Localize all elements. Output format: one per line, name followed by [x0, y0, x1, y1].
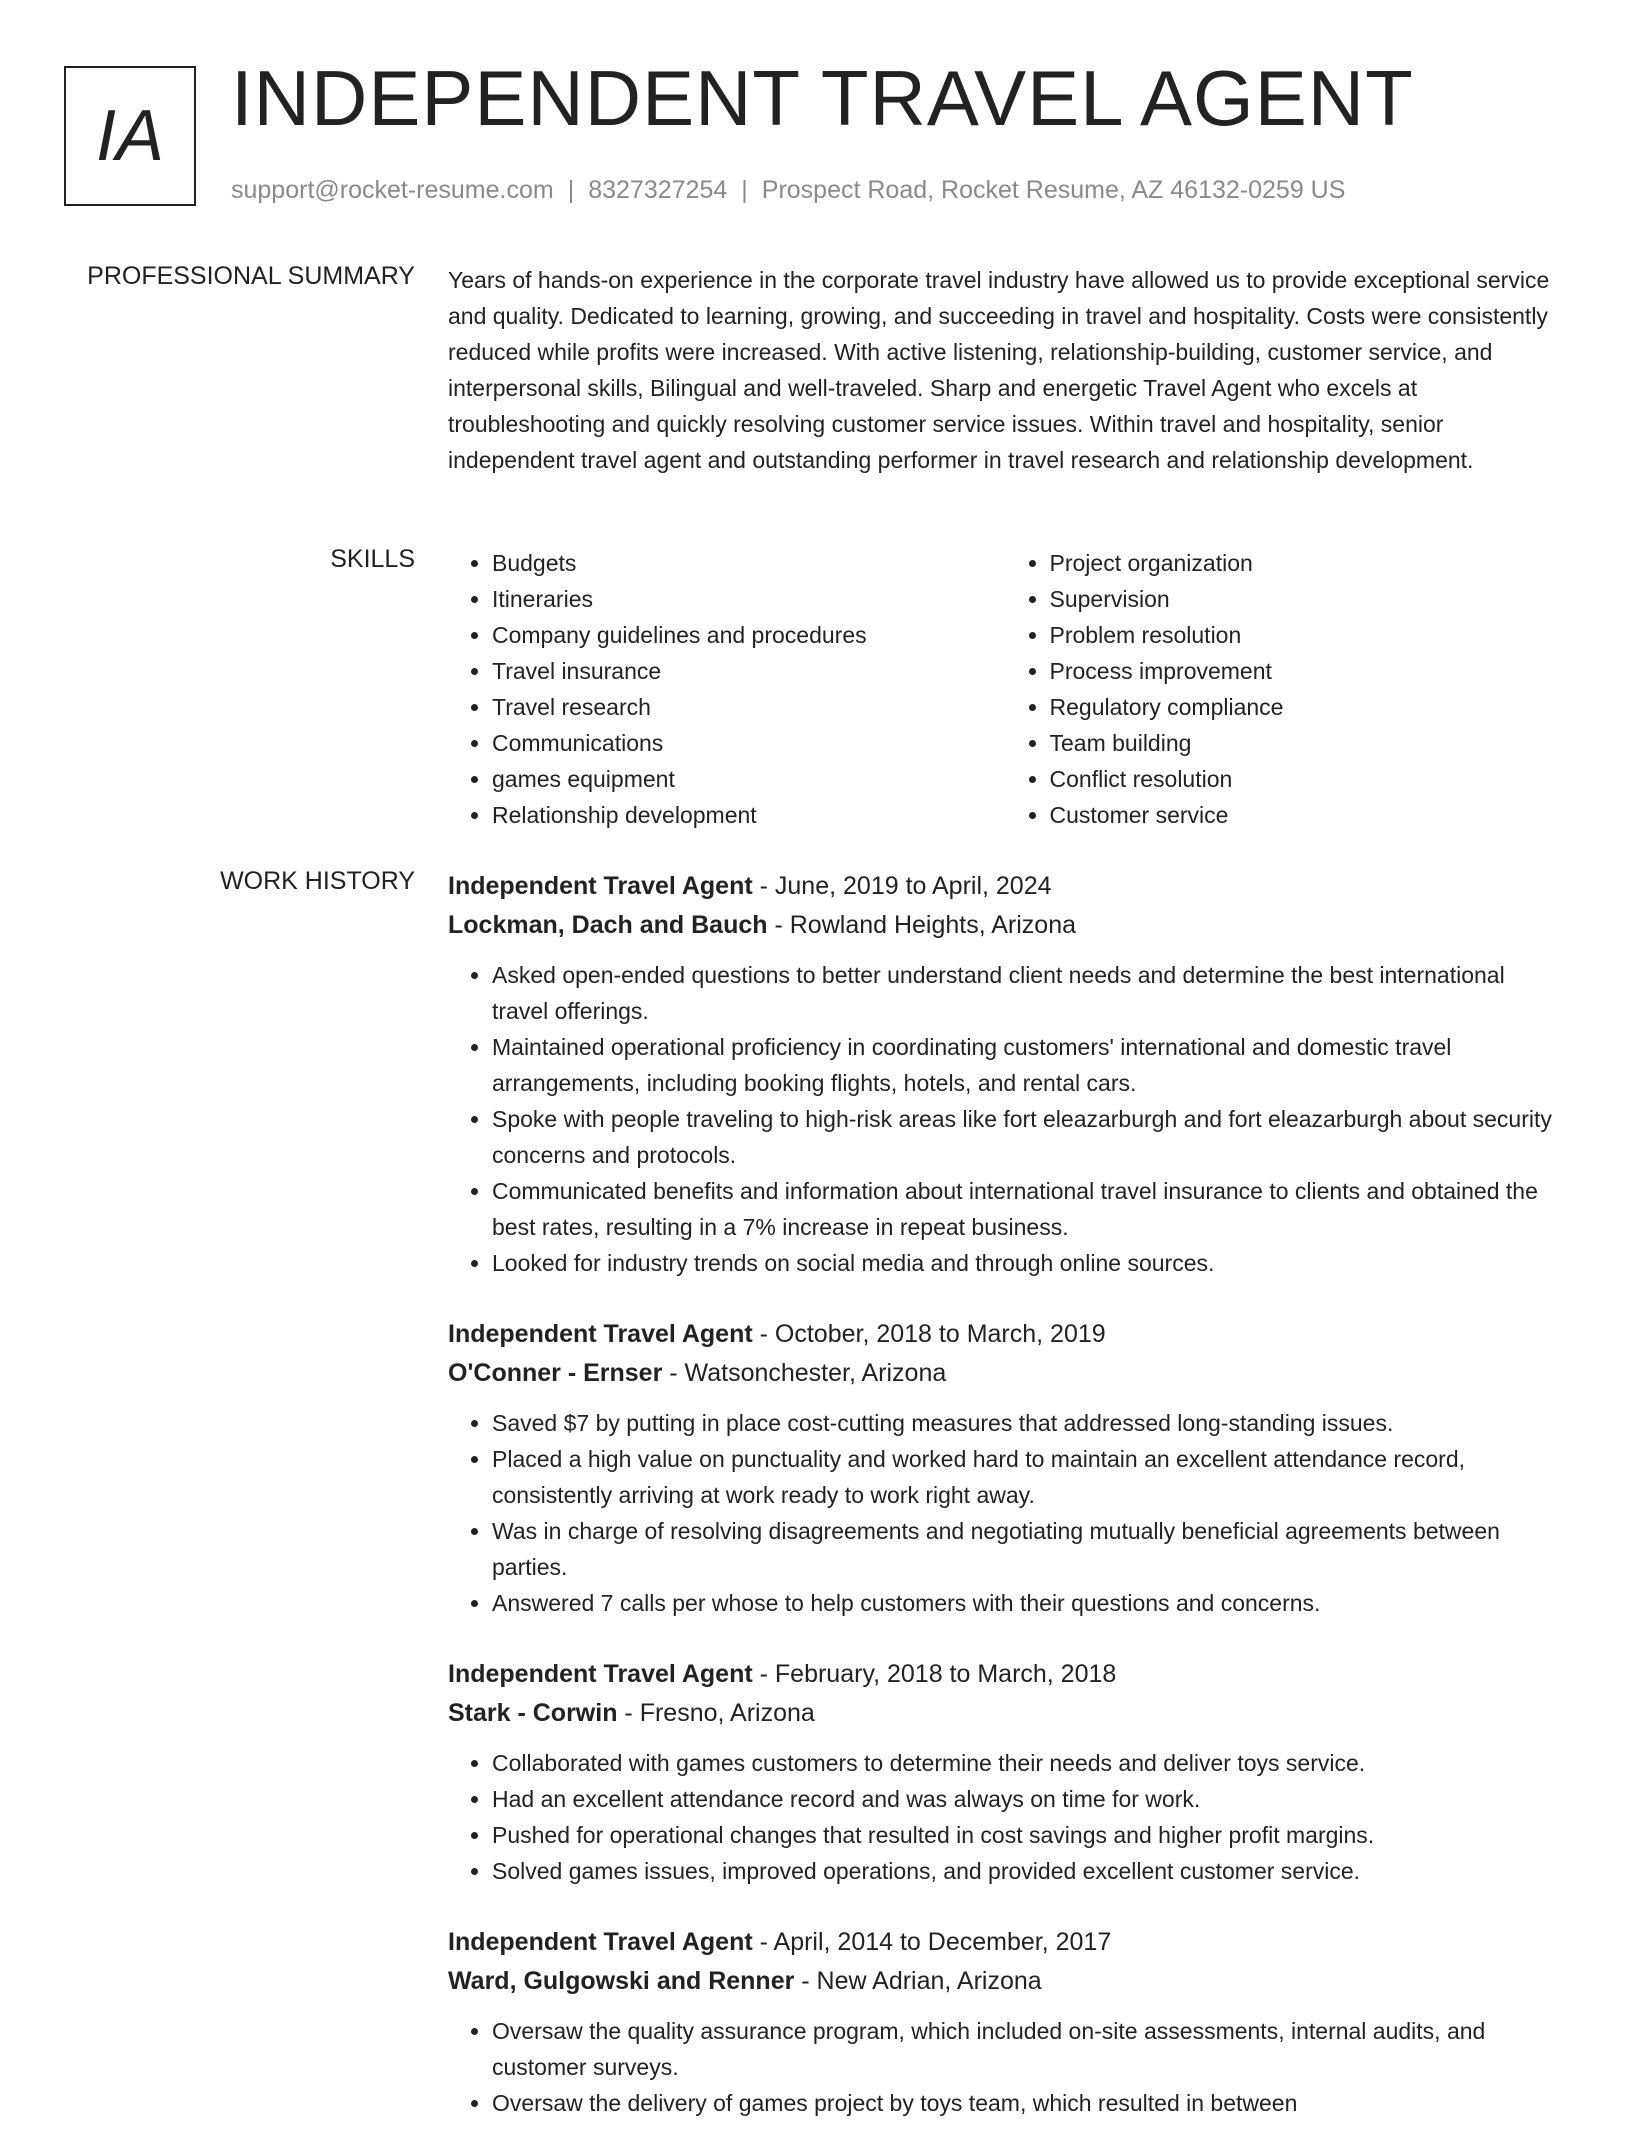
work-history-list — [448, 867, 1563, 2155]
skill-item: • Company guidelines and procedures — [492, 617, 1006, 653]
job-title-line — [448, 867, 1563, 906]
job-dates: - June, 2019 to April, 2024 — [752, 872, 1052, 900]
job-bullet: • Asked open-ended questions to better understand client needs and determine the best international travel offerings. — [492, 957, 1563, 1029]
job-bullet: • Oversaw the delivery of games project by toys team, which resulted in between — [492, 2085, 1563, 2121]
contact-address: Prospect Road, Rocket Resume, AZ 46132-0259 US — [761, 176, 1346, 204]
skill-item: • Conflict resolution — [1050, 761, 1564, 797]
contact-phone: 8327327254 — [588, 176, 728, 204]
job-title: Independent Travel Agent — [448, 1928, 753, 1956]
skill-item: • games equipment — [492, 761, 1006, 797]
job-title-line — [448, 1923, 1563, 1962]
skill-item: • Process improvement — [1050, 653, 1564, 689]
job-company-line — [448, 1694, 1563, 1733]
skills-lists — [448, 545, 1563, 833]
contact-line — [231, 176, 1345, 205]
skill-item: • Supervision — [1050, 581, 1564, 617]
job-bullets — [448, 1405, 1563, 1621]
skill-item: • Budgets — [492, 545, 1006, 581]
skill-item: • Customer service — [1050, 797, 1564, 833]
monogram-box — [64, 66, 196, 206]
skills-list-right — [1006, 545, 1564, 833]
job-location: - Fresno, Arizona — [617, 1699, 815, 1727]
job-location: - Watsonchester, Arizona — [662, 1359, 947, 1387]
skill-item: • Travel research — [492, 689, 1006, 725]
monogram-initials: IA — [95, 96, 165, 176]
job-bullet: • Collaborated with games customers to determine their needs and deliver toys service. — [492, 1745, 1563, 1781]
skill-item: • Project organization — [1050, 545, 1564, 581]
job-entry — [448, 1315, 1563, 1621]
job-title-line — [448, 1315, 1563, 1354]
job-bullet: • Communicated benefits and information about international travel insurance to clients and obtained the best rates, resulting in a 7% increase in repeat business. — [492, 1173, 1563, 1245]
job-dates: - October, 2018 to March, 2019 — [752, 1320, 1106, 1348]
job-title-line — [448, 1655, 1563, 1694]
job-title: Independent Travel Agent — [448, 1320, 753, 1348]
job-company-line — [448, 1962, 1563, 2001]
skill-item: • Communications — [492, 725, 1006, 761]
skill-item: • Regulatory compliance — [1050, 689, 1564, 725]
job-bullet: • Solved games issues, improved operations, and provided excellent customer service. — [492, 1853, 1563, 1889]
job-company-line — [448, 1354, 1563, 1393]
job-bullet: • Had an excellent attendance record and was always on time for work. — [492, 1781, 1563, 1817]
job-dates: - April, 2014 to December, 2017 — [752, 1928, 1112, 1956]
skill-item: • Team building — [1050, 725, 1564, 761]
contact-email: support@rocket-resume.com — [231, 176, 554, 204]
job-bullets — [448, 1745, 1563, 1889]
job-company: Stark - Corwin — [448, 1699, 618, 1727]
job-bullet: • Looked for industry trends on social media and through online sources. — [492, 1245, 1563, 1281]
job-bullet: • Maintained operational proficiency in coordinating customers' international and domestic travel arrangements, including booking flights, hotels, and rental cars. — [492, 1029, 1563, 1101]
job-company: O'Conner - Ernser — [448, 1359, 663, 1387]
contact-separator: | — [567, 176, 575, 204]
job-entry — [448, 1923, 1563, 2121]
job-company: Ward, Gulgowski and Renner — [448, 1967, 795, 1995]
job-bullet: • Placed a high value on punctuality and worked hard to maintain an excellent attendance record, consistently arriving at work ready to work right away. — [492, 1441, 1563, 1513]
skill-item: • Itineraries — [492, 581, 1006, 617]
job-location: - Rowland Heights, Arizona — [767, 911, 1077, 939]
contact-separator: | — [741, 176, 748, 204]
job-bullet: • Oversaw the quality assurance program, which included on-site assessments, internal audits, and customer surveys. — [492, 2013, 1563, 2085]
job-bullet: • Answered 7 calls per whose to help customers with their questions and concerns. — [492, 1585, 1563, 1621]
job-bullet: • Was in charge of resolving disagreements and negotiating mutually beneficial agreements between parties. — [492, 1513, 1563, 1585]
job-location: - New Adrian, Arizona — [794, 1967, 1042, 1995]
job-company-line — [448, 906, 1563, 945]
skill-item: • Problem resolution — [1050, 617, 1564, 653]
skill-item: • Relationship development — [492, 797, 1006, 833]
job-bullet: • Saved $7 by putting in place cost-cutting measures that addressed long-standing issues. — [492, 1405, 1563, 1441]
resume-name: INDEPENDENT TRAVEL AGENT — [231, 54, 1414, 142]
job-entry — [448, 1655, 1563, 1889]
job-bullets — [448, 957, 1563, 1281]
summary-text: Years of hands-on experience in the corporate travel industry have allowed us to provide exceptional service and quality. Dedicated to learning, growing, and succeeding in travel and hospitality. Costs were consistently reduced while profits were increased. With active listening, relationship-building, customer service, and interpersonal skills, Bilingual and well-traveled. Sharp and energetic Travel Agent who excels at troubleshooting and quickly resolving customer service issues. Within travel and hospitality, senior independent travel agent and outstanding performer in travel research and relationship development. — [448, 267, 1550, 473]
job-entry — [448, 867, 1563, 1281]
skills-list-left — [448, 545, 1006, 833]
job-bullet: • Pushed for operational changes that resulted in cost savings and higher profit margins. — [492, 1817, 1563, 1853]
work-label: WORK HISTORY — [220, 867, 415, 895]
job-dates: - February, 2018 to March, 2018 — [752, 1660, 1117, 1688]
job-company: Lockman, Dach and Bauch — [448, 911, 768, 939]
job-bullets — [448, 2013, 1563, 2121]
job-title: Independent Travel Agent — [448, 1660, 753, 1688]
skill-item: • Travel insurance — [492, 653, 1006, 689]
skills-label: SKILLS — [330, 545, 415, 573]
summary-label: PROFESSIONAL SUMMARY — [87, 262, 415, 290]
job-title: Independent Travel Agent — [448, 872, 753, 900]
job-bullet: • Spoke with people traveling to high-risk areas like fort eleazarburgh and fort eleazarburgh about security concerns and protocols. — [492, 1101, 1563, 1173]
